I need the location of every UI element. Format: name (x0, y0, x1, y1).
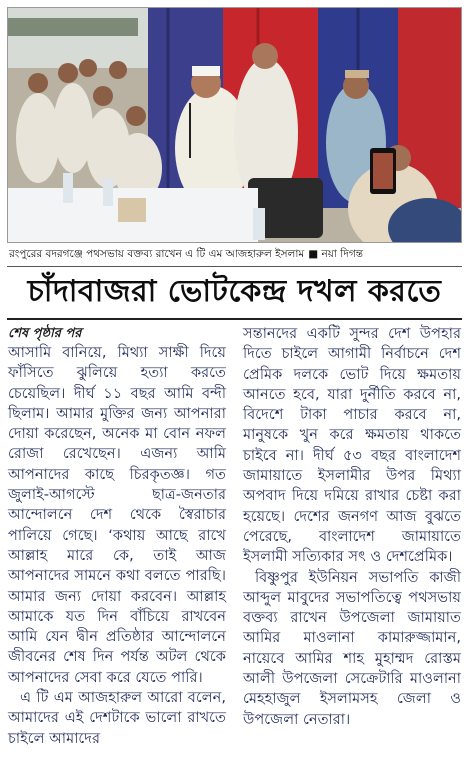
caption-text: রংপুরের বদরগঞ্জে পথসভায় বক্তব্য রাখেন এ টি এম আজহারুল ইসলাম (9, 248, 305, 260)
article-column-left (8, 324, 226, 749)
rally-photo-illustration (8, 8, 462, 243)
photo-caption (9, 247, 461, 261)
paragraph: আসামি বানিয়ে, মিথ্যা সাক্ষী দিয়ে ফাঁসিতে ঝুলিয়ে হত্যা করতে চেয়েছিল। দীর্ঘ ১১ বছর আমি বন্দী ছিলাম। আমার মুক্তির জন্য আপনারা দোয়া করেছেন, অনেক মা বোন নফল রোজা রেখেছেন। এজন্য আমি আপনাদের কাছে চিরকৃতজ্ঞ। গত জুলাই-আগস্টে ছাত্র-জনতার আন্দোলনে দেশ থেকে স্বৈরাচার পালিয়ে গেছে। ‘কথায় আছে রাখে আল্লাহ মারে কে, তাই আজ আপনাদের সামনে কথা বলতে পারছি। আমার জন্য দোয়া করবেন। আল্লাহ আমাকে যত দিন বাঁচিয়ে রাখবেন আমি যেন দ্বীন প্রতিষ্ঠার আন্দোলনে জীবনের শেষ দিন পর্যন্ত অটল থেকে আপনাদের সেবা করে যেতে পারি। (8, 344, 226, 686)
caption-source: ■ নয়া দিগন্ত (308, 248, 363, 260)
paragraph: এ টি এম আজহারুল আরো বলেন, আমাদের এই দেশটাকে ভালো রাখতে চাইলে আমাদের (8, 689, 226, 747)
headline: চাঁদাবাজরা ভোটকেন্দ্র দখল করতে (27, 274, 442, 309)
divider (7, 318, 462, 320)
divider (7, 266, 462, 267)
continuation-kicker: শেষ পৃষ্ঠার পর (8, 326, 82, 341)
news-photo (7, 7, 462, 243)
article-column-right (243, 324, 461, 730)
paragraph: বিষ্ণুপুর ইউনিয়ন সভাপতি কাজী আব্দুল মাবুদের সভাপতিত্বে পথসভায় বক্তব্য রাখেন উপজেলা জামায়াত আমির মাওলানা কামারুজ্জামান, নায়েবে আমির শাহ মুহাম্মদ রোস্তম আলী উপজেলা সেক্রেটারি মাওলানা মেহহাজুল ইসলামসহ জেলা ও উপজেলা নেতারা। (243, 568, 461, 728)
paragraph: সন্তানদের একটি সুন্দর দেশ উপহার দিতে চাইলে আগামী নির্বাচনে দেশ প্রেমিক দলকে ভোট দিয়ে ক্ষমতায় আনতে হবে, যারা দুর্নীতি করবে না, বিদেশে টাকা পাচার করবে না, মানুষকে খুন করে ক্ষমতায় থাকতে চাইবে না। দীর্ঘ ৫৩ বছর বাংলাদেশ জামায়াতে ইসলামীর উপর মিথ্যা অপবাদ দিয়ে দমিয়ে রাখার চেষ্টা করা হয়েছে। দেশের জনগণ আজ বুঝতে পেরেছে, বাংলাদেশ জামায়াতে ইসলামী সত্যিকার সৎ ও দেশপ্রেমিক। (243, 325, 461, 566)
